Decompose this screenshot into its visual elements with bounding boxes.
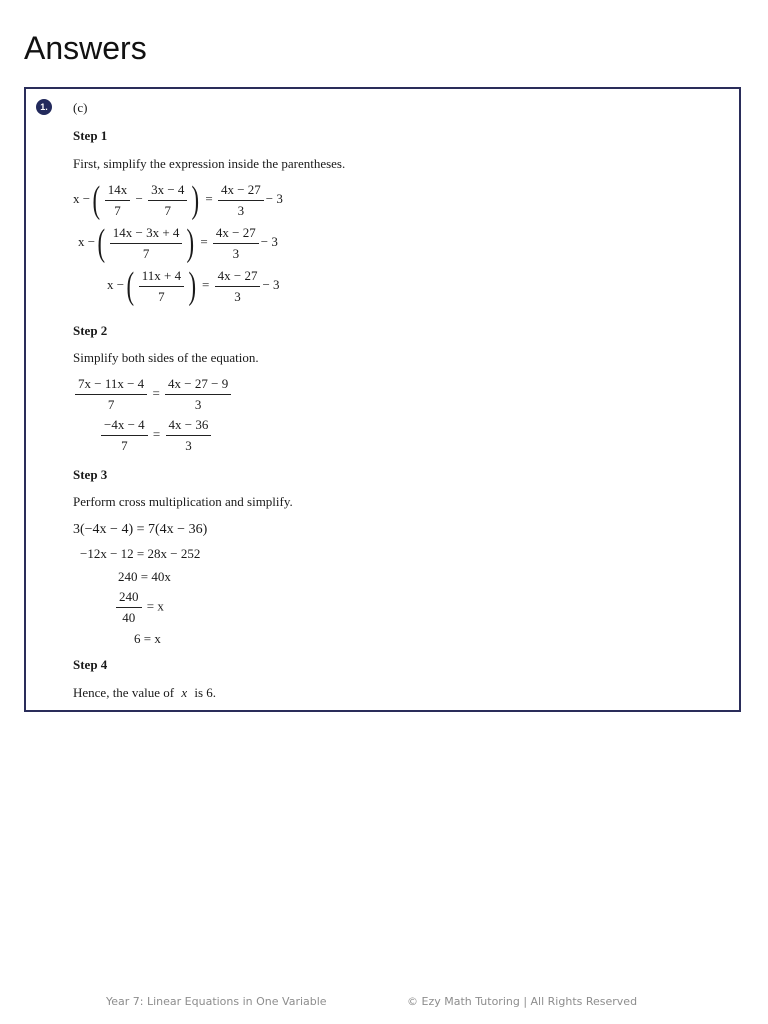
step-2-equation-2 bbox=[99, 417, 213, 454]
left-paren: ( bbox=[92, 179, 101, 221]
equals-sign: = bbox=[152, 385, 160, 401]
denominator: 3 bbox=[234, 288, 241, 304]
denominator: 7 bbox=[121, 438, 128, 453]
denominator: 3 bbox=[194, 397, 202, 412]
equals-sign: = bbox=[152, 426, 161, 442]
fraction bbox=[116, 589, 142, 626]
conclusion-value: is 6. bbox=[194, 685, 217, 700]
fraction bbox=[166, 417, 212, 454]
eq-left-term: x − bbox=[73, 190, 91, 206]
numerator: 4x − 27 − 9 bbox=[165, 376, 231, 395]
eq-tail: − 3 bbox=[265, 190, 283, 206]
numerator: 14x bbox=[105, 182, 131, 201]
right-paren: ) bbox=[188, 265, 197, 307]
fraction bbox=[218, 182, 264, 219]
eq-tail: − 3 bbox=[260, 233, 278, 249]
fraction bbox=[101, 417, 148, 454]
footer-title: Year 7: Linear Equations in One Variable bbox=[106, 995, 327, 1008]
left-paren: ( bbox=[126, 265, 135, 307]
denominator: 7 bbox=[107, 397, 115, 412]
step-3-line-2: −12x − 12 = 28x − 252 bbox=[80, 546, 201, 561]
right-paren: ) bbox=[186, 222, 195, 264]
left-paren: ( bbox=[97, 222, 106, 264]
denominator: 7 bbox=[142, 245, 150, 261]
step-3-line-5: 6 = x bbox=[134, 631, 161, 646]
denominator: 40 bbox=[122, 610, 136, 625]
answer-box bbox=[24, 87, 741, 712]
fraction bbox=[215, 268, 261, 305]
step-1-text: First, simplify the expression inside the parentheses. bbox=[73, 156, 346, 171]
numerator: 240 bbox=[116, 589, 142, 608]
variable-x: x bbox=[181, 685, 188, 700]
step-2-text: Simplify both sides of the equation. bbox=[73, 350, 259, 365]
page-title: Answers bbox=[24, 30, 147, 66]
numerator: 14x − 3x + 4 bbox=[110, 225, 183, 244]
step-3-text: Perform cross multiplication and simplify. bbox=[73, 494, 293, 509]
question-number-badge: 1. bbox=[36, 99, 52, 115]
numerator: 4x − 27 bbox=[213, 225, 259, 244]
numerator: 7x − 11x − 4 bbox=[75, 376, 147, 395]
step-3-line-1: 3(−4x − 4) = 7(4x − 36) bbox=[73, 522, 208, 537]
operator: − bbox=[135, 190, 143, 206]
right-paren: ) bbox=[191, 179, 200, 221]
step-1-equation-2 bbox=[78, 224, 278, 262]
eq-right: = x bbox=[146, 598, 164, 614]
equals-sign: = bbox=[200, 233, 208, 249]
equals-sign: = bbox=[202, 276, 210, 292]
step-3-heading: Step 3 bbox=[73, 467, 108, 482]
eq-left-term: x − bbox=[107, 276, 125, 292]
step-1-heading: Step 1 bbox=[73, 128, 108, 143]
denominator: 7 bbox=[158, 288, 165, 304]
denominator: 7 bbox=[114, 202, 121, 218]
footer-copyright: © Ezy Math Tutoring | All Rights Reserved bbox=[407, 995, 638, 1008]
step-1-equation-3 bbox=[107, 267, 280, 305]
denominator: 7 bbox=[164, 202, 172, 218]
denominator: 3 bbox=[232, 245, 240, 261]
denominator: 3 bbox=[185, 438, 192, 453]
fraction bbox=[105, 182, 131, 219]
numerator: 3x − 4 bbox=[148, 182, 187, 201]
conclusion-text: Hence, the value of bbox=[73, 685, 175, 700]
step-2-equation-1 bbox=[73, 376, 233, 413]
numerator: 4x − 27 bbox=[215, 268, 261, 287]
step-2-heading: Step 2 bbox=[73, 323, 108, 338]
fraction bbox=[139, 268, 184, 305]
step-4-text bbox=[73, 685, 216, 701]
fraction bbox=[148, 182, 187, 219]
numerator: 4x − 36 bbox=[166, 417, 212, 436]
denominator: 3 bbox=[237, 202, 245, 218]
step-4-heading: Step 4 bbox=[73, 657, 108, 672]
eq-tail: − 3 bbox=[262, 276, 280, 292]
fraction bbox=[165, 376, 231, 413]
fraction bbox=[110, 225, 183, 262]
numerator: 11x + 4 bbox=[139, 268, 184, 287]
step-1-equation-1 bbox=[73, 181, 283, 219]
equals-sign: = bbox=[205, 190, 213, 206]
fraction bbox=[75, 376, 147, 413]
step-3-line-4 bbox=[114, 589, 164, 626]
step-3-line-3: 240 = 40x bbox=[118, 569, 171, 584]
numerator: −4x − 4 bbox=[101, 417, 148, 436]
fraction bbox=[213, 225, 259, 262]
eq-left-term: x − bbox=[78, 233, 96, 249]
numerator: 4x − 27 bbox=[218, 182, 264, 201]
answer-choice: (c) bbox=[73, 100, 88, 115]
